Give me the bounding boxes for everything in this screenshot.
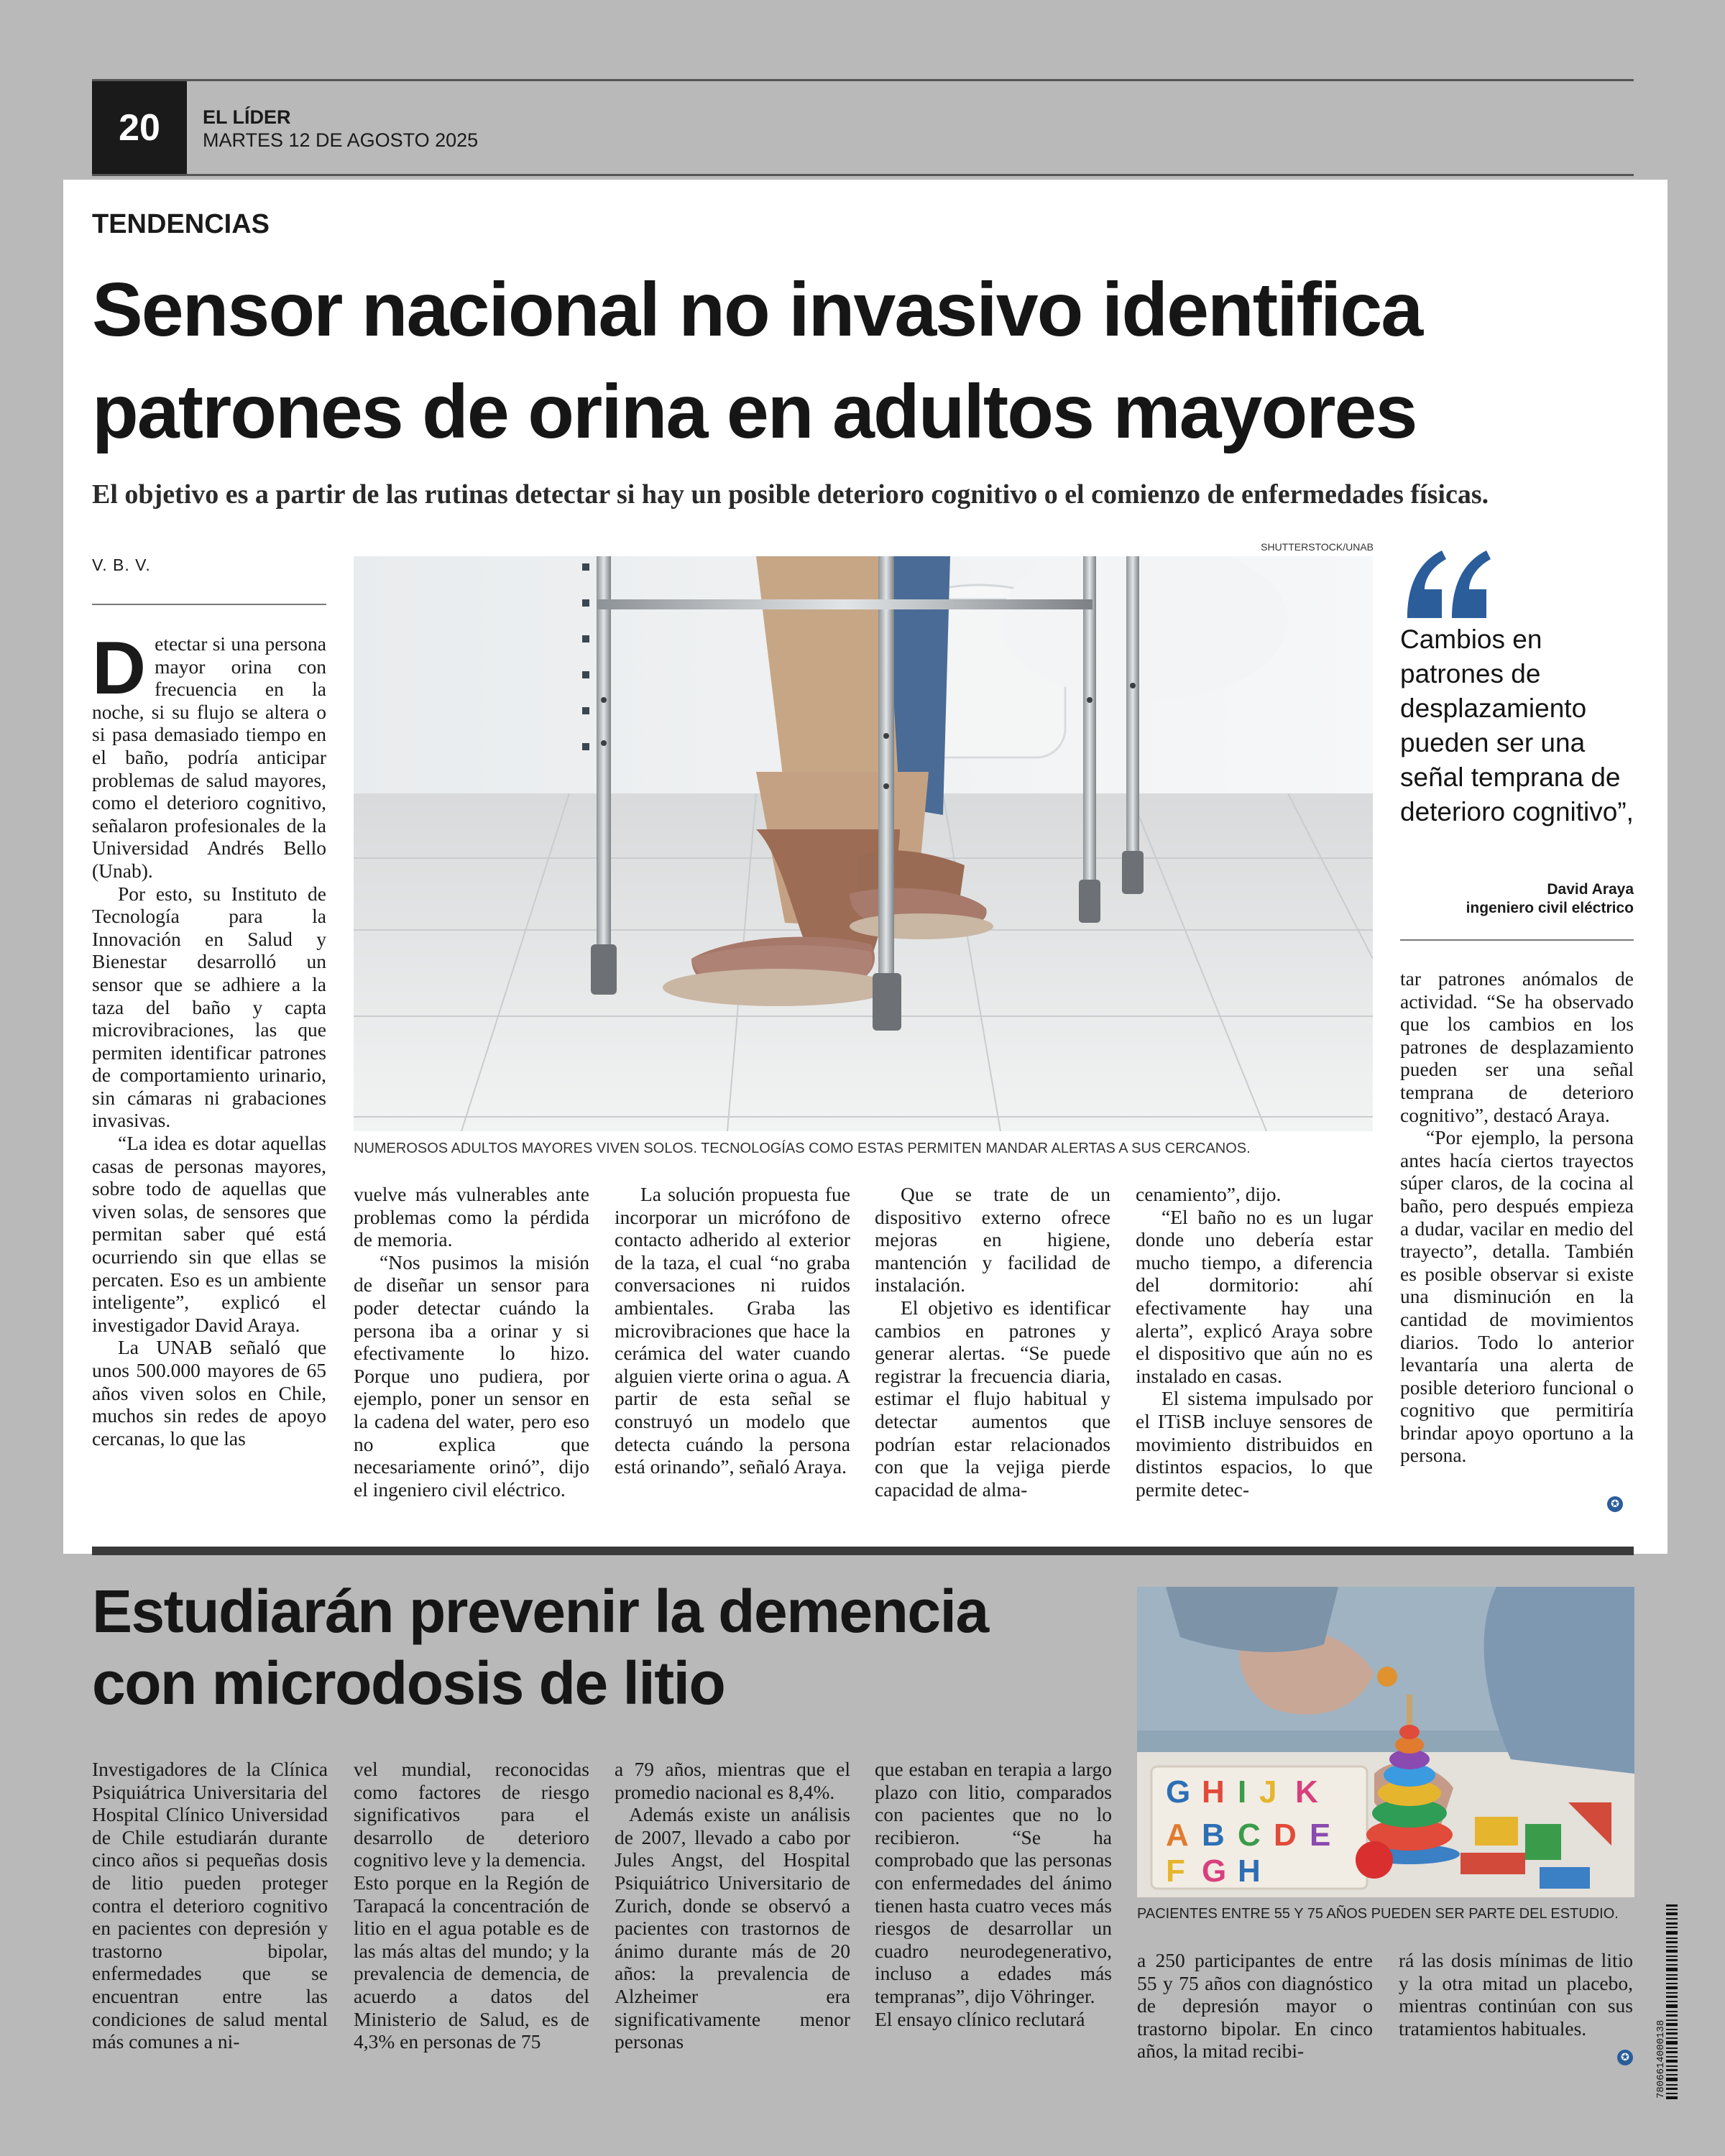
barcode xyxy=(1653,1904,1678,2102)
column-paragraph: Investigadores de la Clínica Psiquiátrica Universitaria del Hospital Clínico Universidad de Chile estudiarán durante cinco años si pequeñas dosis de litio pueden proteger contra el deterioro cognitivo en pacientes con depresión y trastorno bipolar, enfermedades que se encuentran entre las condiciones de salud mental más comunes a ni- xyxy=(92,1758,328,2053)
column-paragraph: Que se trate de un dispositivo externo ofrece mejoras en higiene, mantención y facilidad de instalación. xyxy=(875,1183,1110,1296)
column-paragraph: vuelve más vulnerables ante problemas como la pérdida de memoria. xyxy=(354,1183,589,1251)
second-article-headline xyxy=(92,1575,1113,1719)
article-photo xyxy=(354,556,1373,1131)
end-mark-icon: ✪ xyxy=(1607,1496,1623,1512)
article-separator xyxy=(92,1547,1634,1555)
column-paragraph: Por esto, su Instituto de Tecnología para la Innovación en Salud y Bienestar desarrolló un sensor que se adhiere a la taza del baño y capta microvibraciones, las que permiten identificar patrones de comportamiento urinario, sin cámaras ni grabaciones invasivas. xyxy=(92,882,326,1132)
article-column-1 xyxy=(92,627,326,1450)
pull-quote-name: David Araya xyxy=(1547,881,1634,898)
photo-caption: NUMEROSOS ADULTOS MAYORES VIVEN SOLOS. TECNOLOGÍAS COMO ESTAS PERMITEN MANDAR ALERTAS A SUS CERCANOS. xyxy=(354,1141,1251,1156)
svg-text:F: F xyxy=(1166,1853,1185,1889)
article-column-5 xyxy=(1136,1183,1373,1501)
svg-text:E: E xyxy=(1310,1818,1331,1853)
pull-quote-text: Cambios en patrones de desplazamiento pueden ser una señal temprana de deterioro cognitivo”, xyxy=(1400,625,1634,826)
second-article-column-1 xyxy=(92,1758,328,2053)
svg-text:B: B xyxy=(1202,1818,1225,1853)
second-article-column-4 xyxy=(875,1758,1112,2030)
toys-and-hands-illustration xyxy=(1137,1587,1634,1897)
column-paragraph: “Por ejemplo, la persona antes hacía ciertos trayectos súper claros, de la cocina al baño, pero después empieza a dudar, vacilar en medio del trayecto”, detalla. También es posible observar si existe una disminución en la cantidad de movimientos diarios. Todo lo anterior levantaría una alerta de posible deterioro funcional o cognitivo que permitiría brindar apoyo oportuno a la persona. xyxy=(1400,1126,1634,1467)
second-article-column-2 xyxy=(354,1758,589,2053)
quote-mark-icon xyxy=(1402,546,1495,625)
article-column-2 xyxy=(354,1183,589,1501)
column-paragraph: “El baño no es un lugar donde uno debería estar mucho tiempo, a diferencia del dormitorio: ahí efectivamente hay una alerta”, explicó Araya sobre el dispositivo que aún no es instalado en casas. xyxy=(1136,1205,1373,1387)
end-mark-icon: ✪ xyxy=(1617,2050,1633,2065)
svg-text:C: C xyxy=(1238,1818,1261,1853)
column-paragraph: La solución propuesta fue incorporar un micrófono de contacto adherido al exterior de la taza, el cual “no graba conversaciones ni ruidos ambientales. Graba las microvibraciones que hace la cerámica del water cuando alguien vierte orina o agua. A partir de esta señal se construyó un modelo que detecta cuándo la persona está orinando”, señaló Araya. xyxy=(615,1183,850,1478)
column-paragraph: tar patrones anómalos de actividad. “Se ha observado que los cambios en los patrones de desplazamiento pueden ser una señal temprana de deterioro cognitivo”, destacó Araya. xyxy=(1400,967,1634,1126)
photo-credit: SHUTTERSTOCK/UNAB xyxy=(1261,541,1374,553)
column-paragraph: Además existe un análisis de 2007, llevado a cabo por Jules Angst, del Hospital Psiquiátrico Universitario de Zurich, donde se observó a pacientes con trastornos de ánimo durante más de 20 años: la prevalencia de Alzheimer era significativamente menor personas xyxy=(615,1803,850,2053)
masthead-top-rule xyxy=(92,79,1634,81)
issue-date: MARTES 12 DE AGOSTO 2025 xyxy=(203,129,479,151)
barcode-number: 7806614000138 xyxy=(1655,2019,1667,2099)
newspaper-name: EL LÍDER xyxy=(203,106,291,128)
article-column-3 xyxy=(615,1183,850,1478)
svg-text:A: A xyxy=(1166,1818,1189,1853)
column-paragraph: vel mundial, reconocidas como factores de riesgo significativos para el desarrollo de deterioro cognitivo leve y la demencia. xyxy=(354,1758,589,1871)
column-paragraph: La UNAB señaló que unos 500.000 mayores de 65 años viven solos en Chile, muchos sin redes de apoyo cercanas, lo que las xyxy=(92,1336,326,1450)
pull-quote-rule xyxy=(1400,939,1634,941)
article-deck: El objetivo es a partir de las rutinas detectar si hay un posible deterioro cognitivo o el comienzo de enfermedades físicas. xyxy=(92,479,1489,510)
byline: V. B. V. xyxy=(92,556,151,574)
article-headline xyxy=(92,259,1644,463)
svg-text:J: J xyxy=(1259,1774,1277,1810)
svg-text:H: H xyxy=(1202,1774,1225,1810)
article-column-4 xyxy=(875,1183,1110,1501)
column-paragraph: Esto porque en la Región de Tarapacá la concentración de litio en el agua potable es de las más altas del mundo; y la prevalencia de demencia, de acuerdo a datos del Ministerio de Salud, es de 4,3% en personas de 75 xyxy=(354,1871,589,2053)
svg-text:D: D xyxy=(1274,1818,1297,1853)
svg-text:I: I xyxy=(1238,1774,1247,1810)
column-paragraph: a 250 participantes de entre 55 y 75 años con diagnóstico de depresión mayor o trastorno bipolar. En cinco años, la mitad recibi- xyxy=(1137,1949,1373,2063)
column-paragraph: “La idea es dotar aquellas casas de personas mayores, sobre todo de aquellas que viven solas, de sensores que permitan saber qué está ocurriendo sin que ellas se percaten. Eso es un ambiente inteligente”, explicó el investigador David Araya. xyxy=(92,1132,326,1336)
headline-line-2: patrones de orina en adultos mayores xyxy=(92,369,1417,454)
column-paragraph: Detectar si una persona mayor orina con frecuencia en la noche, si su flujo se altera o si pasa demasiado tiempo en el baño, podría anticipar problemas de salud mayores, como el deterioro cognitivo, señalaron profesionales de la Universidad Andrés Bello (Unab). xyxy=(92,627,326,882)
headline-line-1: Sensor nacional no invasivo identifica xyxy=(92,267,1422,352)
svg-text:G: G xyxy=(1166,1774,1191,1810)
section-label: TENDENCIAS xyxy=(92,209,270,239)
masthead-bottom-rule xyxy=(92,174,1634,176)
column-paragraph: El objetivo es identificar cambios en patrones y generar alertas. “Se puede registrar la frecuencia diaria, estimar el flujo habitual y detectar aumentos que podrían estar relacionados con que la vejiga pierde capacidad de alma- xyxy=(875,1296,1110,1501)
second-article-photo xyxy=(1137,1587,1634,1897)
column-paragraph: El sistema impulsado por el ITiSB incluye sensores de movimiento distribuidos en distintos espacios, lo que permite detec- xyxy=(1136,1387,1373,1501)
second-article-column-5 xyxy=(1137,1949,1373,2063)
column-paragraph: a 79 años, mientras que el promedio nacional es 8,4%. xyxy=(615,1758,850,1803)
article-column-6 xyxy=(1400,967,1634,1467)
byline-rule xyxy=(92,604,326,605)
pull-quote-role: ingeniero civil eléctrico xyxy=(1466,900,1634,916)
column-paragraph: cenamiento”, dijo. xyxy=(1136,1183,1282,1205)
column-paragraph: rá las dosis mínimas de litio y la otra mitad un placebo, mientras continúan con sus tratamientos habituales. xyxy=(1399,1949,1633,2040)
svg-text:H: H xyxy=(1238,1853,1261,1889)
headline-line-2: con microdosis de litio xyxy=(92,1649,725,1717)
column-paragraph: que estaban en terapia a largo plazo con litio, comparados con pacientes que no lo recibieron. “Se ha comprobado que las personas con enfermedades del ánimo tienen hasta cuatro veces más riesgos de desarrollar un cuadro neurodegenerativo, incluso a edades más tempranas”, dijo Vöhringer. xyxy=(875,1758,1112,2007)
page-number: 20 xyxy=(92,81,187,174)
column-paragraph: “Nos pusimos la misión de diseñar un sensor para poder detectar cuándo la persona iba a orinar y si efectivamente lo hizo. Porque uno pudiera, por ejemplo, poner un sensor en la cadena del water, pero eso no explica que necesariamente orinó”, dijo el ingeniero civil eléctrico. xyxy=(354,1250,589,1501)
second-article-column-3 xyxy=(615,1758,850,2053)
second-article-column-6 xyxy=(1399,1949,1633,2040)
column-paragraph: El ensayo clínico reclutará xyxy=(875,2007,1085,2030)
svg-text:K: K xyxy=(1295,1774,1318,1810)
drop-cap: D xyxy=(92,627,147,710)
svg-text:G: G xyxy=(1202,1853,1227,1889)
bathroom-walker-illustration xyxy=(354,556,1373,1131)
headline-line-1: Estudiarán prevenir la demencia xyxy=(92,1577,988,1645)
second-photo-caption: PACIENTES ENTRE 55 Y 75 AÑOS PUEDEN SER PARTE DEL ESTUDIO. xyxy=(1137,1906,1619,1922)
